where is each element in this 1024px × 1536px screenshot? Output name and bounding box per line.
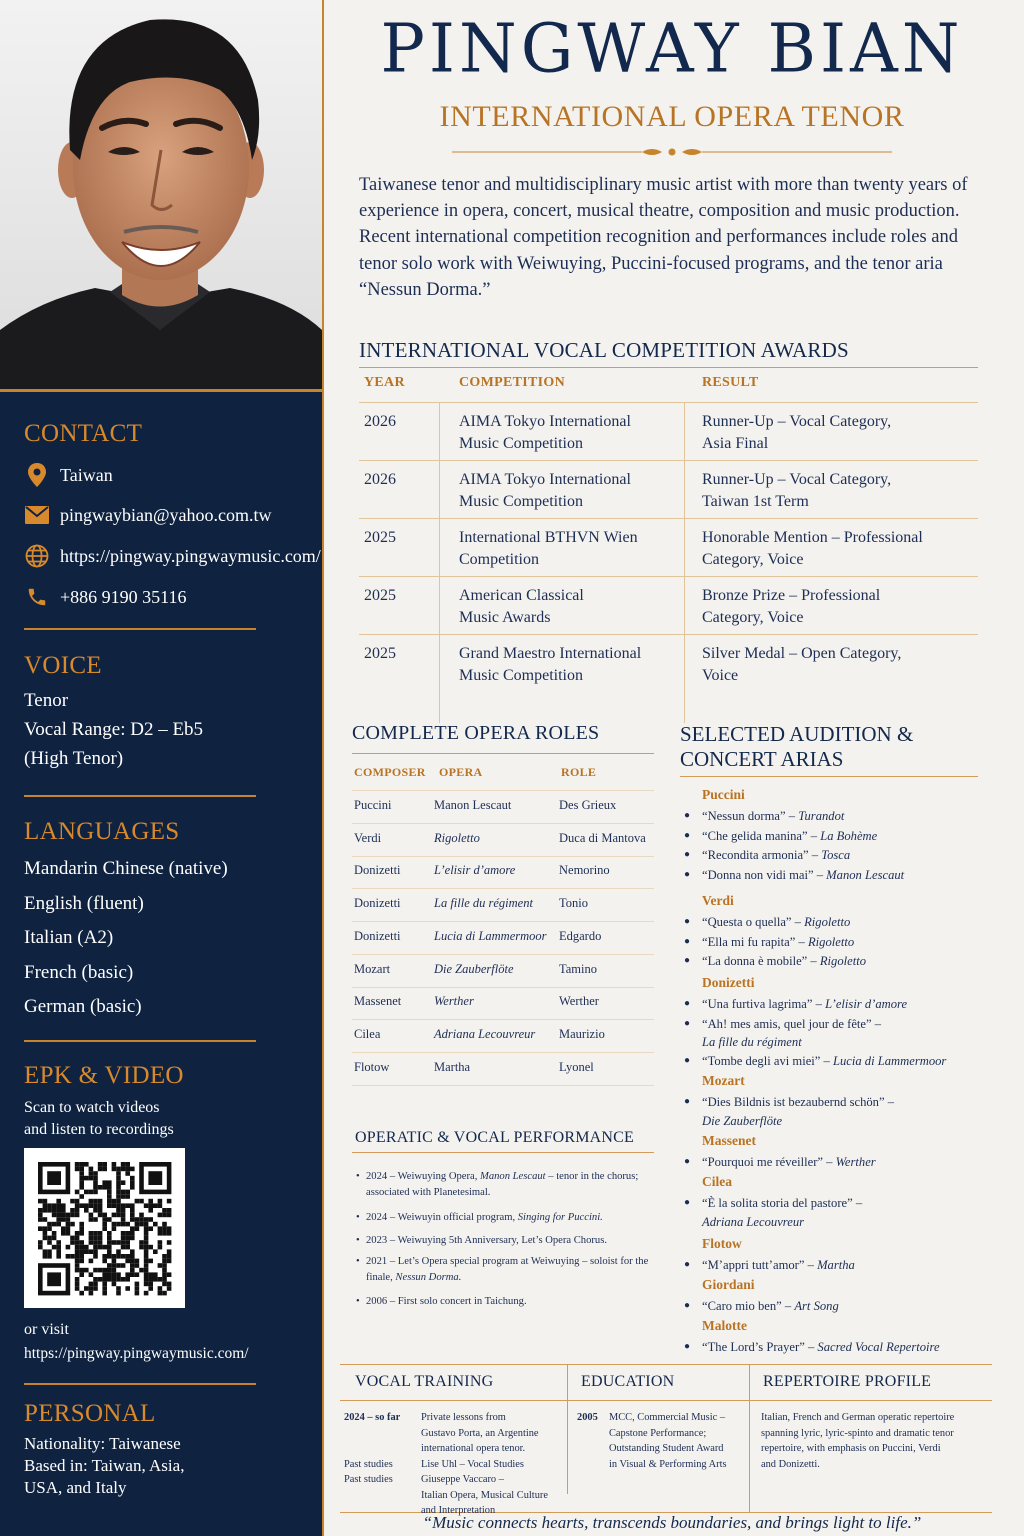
languages-list bbox=[24, 852, 256, 1025]
aria-text: “Caro mio ben” – Art Song bbox=[702, 1299, 839, 1313]
location-pin-icon bbox=[24, 462, 50, 488]
bullet: ● bbox=[684, 955, 691, 966]
role-name: Edgardo bbox=[559, 928, 602, 943]
language-item: Mandarin Chinese (native) bbox=[24, 858, 228, 879]
voice-details bbox=[24, 686, 256, 773]
bullet: ● bbox=[684, 916, 691, 927]
sidebar-divider-line bbox=[24, 628, 256, 630]
voice-range-note: (High Tenor) bbox=[24, 748, 124, 769]
ornament-flourish bbox=[452, 144, 892, 160]
role-name: Lyonel bbox=[559, 1059, 594, 1074]
table-row bbox=[352, 922, 654, 955]
phone-icon bbox=[24, 584, 50, 610]
sidebar-divider-line bbox=[24, 1040, 256, 1042]
column-header-opera: OPERA bbox=[439, 765, 483, 779]
aria-text: “Una furtiva lagrima” – L’elisir d’amore bbox=[702, 997, 908, 1011]
bullet: ● bbox=[684, 1197, 691, 1208]
location-text: Taiwan bbox=[60, 464, 113, 485]
bio-paragraph: Taiwanese tenor and multidisciplinary music artist with more than twenty years of experience in opera, concert, musical theatre, composition and music production. Recent international competition recognition and performances include roles and tenor solo work with Weiwuying, Puccini-focused programs, and the tenor aria “Nessun Dorma.” bbox=[359, 175, 968, 300]
award-year: 2026 bbox=[364, 471, 396, 488]
bullet: ● bbox=[684, 849, 691, 860]
education-heading: EDUCATION bbox=[581, 1373, 675, 1390]
qr-code[interactable] bbox=[24, 1148, 185, 1308]
aria-item bbox=[684, 913, 984, 932]
closing-quote: “Music connects hearts, transcends boundaries, and brings light to life.” bbox=[422, 1513, 922, 1532]
role-name: Werther bbox=[559, 994, 599, 1009]
personal-details bbox=[24, 1433, 256, 1499]
aria-item bbox=[684, 866, 984, 885]
aria-item bbox=[684, 827, 984, 846]
portrait-photo bbox=[0, 0, 322, 392]
performance-item bbox=[356, 1294, 656, 1310]
aria-text: “È la solita storia del pastore” – Adriana Lecouvreur bbox=[702, 1196, 863, 1229]
table-row bbox=[352, 955, 654, 988]
award-result: Bronze Prize – Professional Category, Voice bbox=[702, 587, 881, 626]
aria-item bbox=[684, 933, 984, 952]
language-item: English (fluent) bbox=[24, 892, 144, 914]
role-composer: Massenet bbox=[354, 994, 402, 1009]
bullet: ● bbox=[684, 1300, 691, 1311]
bullet: • bbox=[356, 1296, 360, 1307]
aria-text: “Tombe degli avi miei” – Lucia di Lammermoor bbox=[702, 1053, 947, 1068]
award-competition: AIMA Tokyo International Music Competition bbox=[459, 471, 631, 510]
performance-item bbox=[356, 1254, 656, 1285]
award-competition: AIMA Tokyo International Music Competition bbox=[459, 413, 631, 452]
divider bbox=[359, 367, 978, 368]
role-name: Duca di Mantova bbox=[559, 830, 646, 845]
aria-item bbox=[684, 995, 984, 1014]
table-row bbox=[352, 889, 654, 922]
bullet: ● bbox=[684, 868, 691, 880]
contact-heading: CONTACT bbox=[24, 420, 143, 447]
column-header-competition: COMPETITION bbox=[459, 375, 565, 390]
training-heading: VOCAL TRAINING bbox=[355, 1373, 494, 1390]
role-composer: Mozart bbox=[354, 961, 391, 976]
repertoire-heading: REPERTOIRE PROFILE bbox=[763, 1373, 932, 1390]
contact-phone[interactable] bbox=[24, 582, 186, 612]
role-opera: Martha bbox=[434, 1059, 471, 1074]
table-row bbox=[352, 987, 654, 1020]
table-row bbox=[359, 518, 978, 576]
aria-composer: Flotow bbox=[702, 1236, 742, 1251]
performance-text: 2021 – Let’s Opera special program at Weiwuying – soloist for the finale, Nessun Dorma. bbox=[366, 1256, 649, 1283]
performance-text: 2024 – Weiwuyin official program, Singing for Puccini. bbox=[366, 1212, 603, 1223]
email-link[interactable]: pingwaybian@yahoo.com.tw bbox=[60, 504, 272, 525]
table-row bbox=[352, 1020, 654, 1053]
table-row bbox=[359, 402, 978, 460]
role-name: Nemorino bbox=[559, 863, 610, 878]
globe-icon bbox=[24, 543, 50, 569]
envelope-icon bbox=[24, 502, 50, 528]
based-in-text: Based in: Taiwan, Asia, bbox=[24, 1456, 185, 1475]
role-opera: Werther bbox=[434, 994, 474, 1009]
repertoire-text: Italian, French and German operatic repertoire spanning lyric, lyric-spinto and dramatic tenor repertoire, with emphasis on Puccini, Verdi and Donizetti. bbox=[761, 1412, 955, 1470]
bullet: • bbox=[356, 1235, 360, 1246]
table-row bbox=[359, 634, 978, 692]
table-row bbox=[352, 824, 654, 857]
page-subtitle: INTERNATIONAL OPERA TENOR bbox=[439, 100, 905, 133]
performance-text: 2023 – Weiwuying 5th Anniversary, Let’s Opera Chorus. bbox=[366, 1235, 608, 1246]
performance-item bbox=[356, 1233, 656, 1249]
column-header-composer: COMPOSER bbox=[354, 765, 426, 779]
award-competition: American Classical Music Awards bbox=[459, 587, 584, 626]
aria-text: “Donna non vidi mai” – Manon Lescaut bbox=[702, 867, 905, 882]
language-item: French (basic) bbox=[24, 961, 134, 983]
role-opera: Rigoletto bbox=[434, 830, 480, 845]
epk-scan-line: and listen to recordings bbox=[24, 1121, 174, 1138]
role-name: Tonio bbox=[559, 896, 588, 911]
aria-item bbox=[684, 1297, 984, 1316]
divider bbox=[680, 776, 978, 777]
aria-text: “Ella mi fu rapita” – Rigoletto bbox=[702, 934, 855, 949]
performance-text: 2006 – First solo concert in Taichung. bbox=[366, 1296, 527, 1307]
contact-email[interactable] bbox=[24, 500, 272, 530]
aria-composer: Cilea bbox=[702, 1174, 732, 1189]
table-row bbox=[352, 791, 654, 824]
role-opera: La fille du régiment bbox=[434, 896, 533, 911]
role-name: Maurizio bbox=[559, 1026, 605, 1041]
award-year: 2026 bbox=[364, 413, 396, 430]
bullet: ● bbox=[684, 1054, 691, 1066]
aria-text: “M’appri tutt’amor” – Martha bbox=[702, 1258, 855, 1272]
role-composer: Flotow bbox=[354, 1059, 390, 1074]
aria-text: “Ah! mes amis, quel jour de fête” – La fille du régiment bbox=[702, 1016, 882, 1049]
epk-or-visit: or visit bbox=[24, 1321, 69, 1338]
role-name: Tamino bbox=[559, 961, 598, 976]
aria-text: “La donna è mobile” – Rigoletto bbox=[702, 954, 867, 968]
bullet: ● bbox=[684, 1017, 691, 1029]
arias-heading: SELECTED AUDITION & CONCERT ARIAS bbox=[680, 722, 914, 771]
role-opera: Adriana Lecouvreur bbox=[434, 1026, 536, 1041]
aria-text: “Pourquoi me réveiller” – Werther bbox=[702, 1155, 876, 1169]
aria-composer: Malotte bbox=[702, 1318, 747, 1333]
award-year: 2025 bbox=[364, 645, 396, 662]
aria-item bbox=[684, 846, 984, 865]
training-label: Past studies bbox=[344, 1459, 393, 1470]
voice-heading: VOICE bbox=[24, 652, 102, 679]
roles-heading: COMPLETE OPERA ROLES bbox=[352, 722, 600, 744]
epk-scan-line: Scan to watch videos bbox=[24, 1099, 160, 1116]
column-header-year: YEAR bbox=[364, 375, 405, 390]
aria-item bbox=[684, 1015, 984, 1052]
page-title: PINGWAY BIAN bbox=[380, 9, 964, 88]
role-opera: Lucia di Lammermoor bbox=[434, 928, 547, 943]
role-composer: Cilea bbox=[354, 1026, 381, 1041]
sidebar-divider bbox=[322, 0, 324, 1536]
contact-location bbox=[24, 460, 113, 490]
sidebar-divider-line bbox=[24, 795, 256, 797]
bullet: • bbox=[356, 1171, 360, 1182]
bullet: ● bbox=[684, 998, 691, 1009]
epk-heading: EPK & VIDEO bbox=[24, 1062, 184, 1089]
aria-item bbox=[684, 1052, 984, 1071]
divider bbox=[352, 1152, 654, 1153]
divider bbox=[352, 753, 654, 754]
bullet: ● bbox=[684, 935, 691, 947]
column-divider bbox=[567, 1364, 568, 1494]
bullet: ● bbox=[684, 829, 691, 841]
bullet: ● bbox=[684, 810, 691, 821]
aria-text: “Nessun dorma” – Turandot bbox=[702, 809, 845, 823]
column-divider bbox=[749, 1364, 750, 1512]
epk-instructions bbox=[24, 1097, 256, 1141]
table-row bbox=[352, 856, 654, 889]
voice-range: Vocal Range: D2 – Eb5 bbox=[24, 719, 204, 740]
aria-composer: Verdi bbox=[702, 893, 734, 908]
bullet: ● bbox=[684, 1156, 691, 1167]
aria-item bbox=[684, 1194, 984, 1231]
table-row bbox=[359, 576, 978, 634]
performance-item bbox=[356, 1169, 656, 1200]
bullet: • bbox=[356, 1212, 360, 1223]
languages-heading: LANGUAGES bbox=[24, 818, 180, 845]
award-result: Silver Medal – Open Category, Voice bbox=[702, 645, 902, 684]
phone-text: +886 9190 35116 bbox=[60, 586, 187, 607]
divider bbox=[340, 1400, 992, 1401]
contact-website[interactable] bbox=[24, 541, 321, 571]
award-year: 2025 bbox=[364, 587, 396, 604]
performance-heading: OPERATIC & VOCAL PERFORMANCE bbox=[355, 1129, 634, 1146]
aria-text: “Che gelida manina” – La Bohème bbox=[702, 828, 878, 843]
aria-item bbox=[684, 1338, 984, 1357]
role-name: Des Grieux bbox=[559, 798, 617, 812]
award-result: Runner-Up – Vocal Category, Asia Final bbox=[702, 413, 892, 452]
bullet: ● bbox=[684, 1259, 691, 1270]
role-opera: Die Zauberflöte bbox=[434, 961, 514, 976]
column-header-result: RESULT bbox=[702, 375, 759, 390]
training-label: 2024 – so far bbox=[344, 1412, 401, 1423]
performance-text: 2024 – Weiwuying Opera, Manon Lescaut – tenor in the chorus; associated with Planetesimal. bbox=[366, 1171, 639, 1198]
training-label: Past studies bbox=[344, 1474, 393, 1485]
award-competition: Grand Maestro International Music Competition bbox=[459, 645, 642, 684]
aria-composer: Puccini bbox=[702, 787, 745, 802]
bullet: ● bbox=[684, 1341, 691, 1352]
aria-item bbox=[684, 1093, 984, 1130]
website-link[interactable]: https://pingway.pingwaymusic.com/ bbox=[60, 545, 321, 566]
divider bbox=[340, 1364, 992, 1365]
aria-item bbox=[684, 807, 984, 826]
aria-item bbox=[684, 1256, 984, 1275]
role-opera: L’elisir d’amore bbox=[434, 863, 516, 878]
role-opera: Manon Lescaut bbox=[434, 798, 512, 812]
role-composer: Puccini bbox=[354, 798, 392, 812]
personal-heading: PERSONAL bbox=[24, 1400, 156, 1427]
voice-type: Tenor bbox=[24, 690, 69, 711]
aria-item bbox=[684, 1153, 984, 1172]
award-competition: International BTHVN Wien Competition bbox=[459, 529, 638, 568]
education-text: MCC, Commercial Music – Capstone Performance; Outstanding Student Award in Visual & Performing Arts bbox=[609, 1412, 727, 1470]
training-text: Private lessons from Gustavo Porta, an Argentine international opera tenor. Lise Uhl – Vocal Studies Giuseppe Vaccaro – Italian Opera, Musical Culture and Interpretation bbox=[421, 1412, 548, 1516]
epk-url-link[interactable]: https://pingway.pingwaymusic.com/ bbox=[24, 1345, 249, 1362]
nationality-text: Nationality: Taiwanese bbox=[24, 1434, 181, 1453]
education-year: 2005 bbox=[577, 1412, 598, 1423]
aria-composer: Donizetti bbox=[702, 975, 755, 990]
role-composer: Verdi bbox=[354, 830, 382, 845]
aria-composer: Giordani bbox=[702, 1277, 755, 1292]
award-year: 2025 bbox=[364, 529, 396, 546]
role-composer: Donizetti bbox=[354, 928, 401, 943]
aria-text: “Questa o quella” – Rigoletto bbox=[702, 915, 851, 929]
bullet: ● bbox=[684, 1096, 691, 1107]
sidebar-divider-line bbox=[24, 1383, 256, 1385]
aria-text: “Recondita armonia” – Tosca bbox=[702, 848, 851, 862]
based-in-text: USA, and Italy bbox=[24, 1478, 127, 1497]
aria-text: “The Lord’s Prayer” – Sacred Vocal Repertoire bbox=[702, 1340, 940, 1354]
table-row bbox=[352, 1053, 654, 1086]
awards-heading: INTERNATIONAL VOCAL COMPETITION AWARDS bbox=[359, 338, 849, 362]
aria-text: “Dies Bildnis ist bezaubernd schön” – Die Zauberflöte bbox=[702, 1095, 895, 1128]
table-row bbox=[359, 460, 978, 518]
aria-composer: Massenet bbox=[702, 1133, 756, 1148]
language-item: German (basic) bbox=[24, 996, 142, 1017]
language-item: Italian (A2) bbox=[24, 927, 114, 948]
bullet: • bbox=[356, 1256, 360, 1267]
award-result: Honorable Mention – Professional Category, Voice bbox=[702, 529, 923, 568]
column-header-role: ROLE bbox=[561, 765, 597, 779]
role-composer: Donizetti bbox=[354, 863, 401, 878]
performance-item bbox=[356, 1210, 656, 1226]
aria-item bbox=[684, 952, 984, 971]
award-result: Runner-Up – Vocal Category, Taiwan 1st Term bbox=[702, 471, 892, 510]
aria-composer: Mozart bbox=[702, 1073, 745, 1088]
role-composer: Donizetti bbox=[354, 896, 401, 911]
